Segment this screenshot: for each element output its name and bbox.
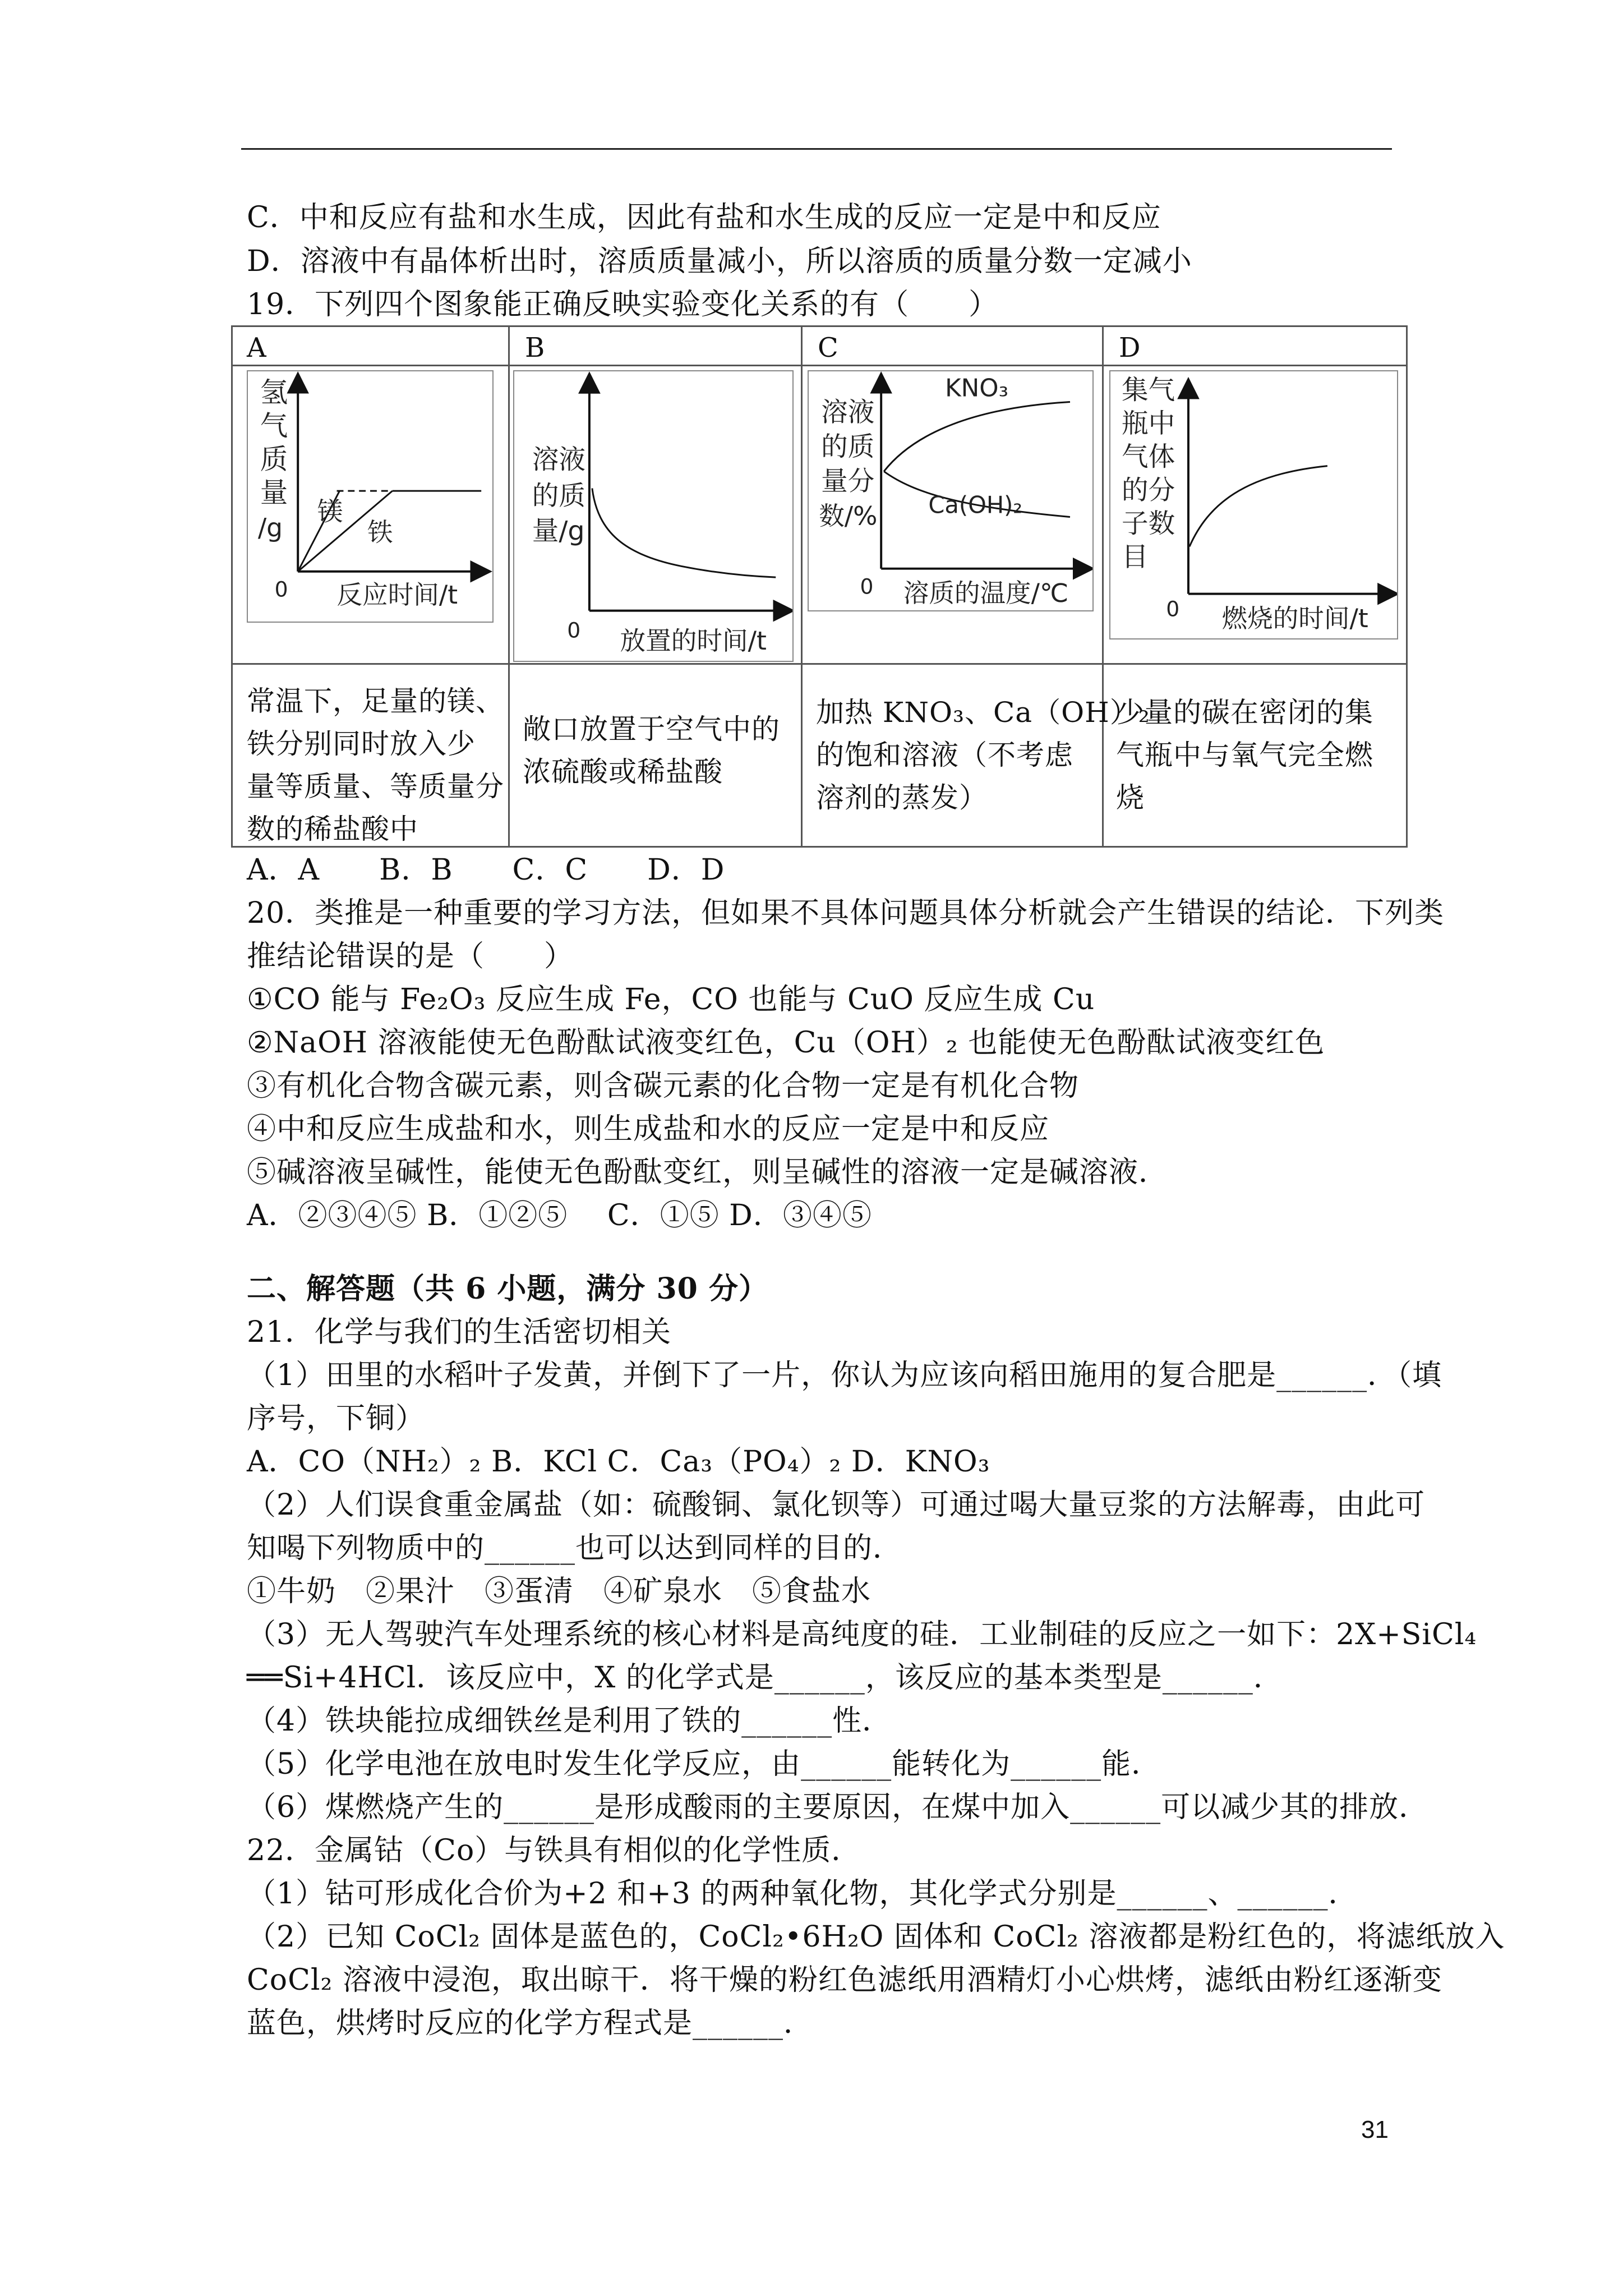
q19-options: A．A B．B C．C D．D xyxy=(247,853,725,887)
header-rule xyxy=(241,148,1392,150)
graph-a-ylabel-3: 量 xyxy=(260,476,288,509)
q20-item-2: ②NaOH 溶液能使无色酚酞试液变红色，Cu（OH）₂ 也能使无色酚酞试液变红色 xyxy=(247,1026,1325,1060)
graph-a-ylabel-4: /g xyxy=(257,513,283,543)
graph-d-ylabel-4: 子数 xyxy=(1121,508,1175,540)
option-c: C．中和反应有盐和水生成，因此有盐和水生成的反应一定是中和反应 xyxy=(247,201,1161,234)
q21-part5: （5）化学电池在放电时发生化学反应，由______能转化为______能． xyxy=(247,1747,1161,1781)
graph-c-origin: 0 xyxy=(860,574,874,599)
q21-part2-a: （2）人们误食重金属盐（如：硫酸铜、氯化钡等）可通过喝大量豆浆的方法解毒，由此可 xyxy=(247,1488,1426,1522)
q22-part2-b: CoCl₂ 溶液中浸泡，取出晾干．将干燥的粉红色滤纸用酒精灯小心烘烤，滤纸由粉红逐渐变 xyxy=(247,1963,1442,1997)
desc-b: 敞口放置于空气中的 浓硫酸或稀盐酸 xyxy=(523,713,780,788)
section-2-heading: 二、解答题（共 6 小题，满分 30 分） xyxy=(247,1272,768,1306)
graph-a-ylabel-1: 气 xyxy=(260,409,288,442)
graph-c-series-kno3: KNO₃ xyxy=(945,374,1009,403)
graph-d xyxy=(1109,370,1398,639)
q21-part4: （4）铁块能拉成细铁丝是利用了铁的______性． xyxy=(247,1704,892,1738)
graph-d-origin: 0 xyxy=(1166,596,1180,622)
column-b-header: B xyxy=(525,332,545,364)
graph-a-xlabel: 反应时间/t xyxy=(336,580,458,610)
graph-a-origin: 0 xyxy=(274,577,288,602)
q22-part2-a: （2）已知 CoCl₂ 固体是蓝色的，CoCl₂•6H₂O 固体和 CoCl₂ 溶液都是粉红色的，将滤纸放入 xyxy=(247,1920,1505,1954)
graph-a-series-fe: 铁 xyxy=(367,517,393,547)
q20-item-5: ⑤碱溶液呈碱性，能使无色酚酞变红，则呈碱性的溶液一定是碱溶液． xyxy=(247,1156,1169,1189)
graph-d-ylabel-0: 集气 xyxy=(1121,375,1175,406)
q21-title: 21．化学与我们的生活密切相关 xyxy=(247,1315,672,1349)
column-d-header: D xyxy=(1119,332,1141,364)
graph-c-series-caoh2: Ca(OH)₂ xyxy=(928,491,1023,519)
desc-a: 常温下，足量的镁、 铁分别同时放入少 量等质量、等质量分 数的稀盐酸中 xyxy=(247,685,504,845)
graph-b-ylabel-0: 溶液 xyxy=(532,444,585,476)
column-a-header: A xyxy=(247,332,266,364)
graph-c xyxy=(808,370,1094,611)
q22-title: 22．金属钴（Co）与铁具有相似的化学性质． xyxy=(247,1834,861,1867)
q22-part1: （1）钴可形成化合价为+2 和+3 的两种氧化物，其化学式分别是______、______． xyxy=(247,1877,1358,1911)
q21-part2-b: 知喝下列物质中的______也可以达到同样的目的． xyxy=(247,1531,903,1565)
option-d: D．溶液中有晶体析出时，溶质质量减小，所以溶质的质量分数一定减小 xyxy=(247,245,1192,278)
q21-part1-a: （1）田里的水稻叶子发黄，并倒下了一片，你认为应该向稻田施用的复合肥是______．（填 xyxy=(247,1359,1442,1392)
graph-b-origin: 0 xyxy=(567,618,581,643)
column-c-header: C xyxy=(818,332,838,364)
graph-a-ylabel-2: 质 xyxy=(260,443,288,476)
q20-stem-2: 推结论错误的是（ ） xyxy=(247,940,574,973)
q20-item-1: ①CO 能与 Fe₂O₃ 反应生成 Fe，CO 也能与 CuO 反应生成 Cu xyxy=(247,983,1095,1016)
graph-a-ylabel-0: 氢 xyxy=(260,376,288,409)
graph-c-ylabel-3: 数/% xyxy=(819,501,878,531)
q21-part6: （6）煤燃烧产生的______是形成酸雨的主要原因，在煤中加入______可以减少其的排放． xyxy=(247,1791,1429,1824)
graph-b-xlabel: 放置的时间/t xyxy=(620,626,767,656)
graph-d-ylabel-1: 瓶中 xyxy=(1121,408,1175,440)
graph-a-series-mg: 镁 xyxy=(317,496,343,527)
q20-item-4: ④中和反应生成盐和水，则生成盐和水的反应一定是中和反应 xyxy=(247,1112,1050,1146)
graph-c-xlabel: 溶质的温度/℃ xyxy=(903,578,1069,609)
graph-c-ylabel-1: 的质 xyxy=(821,431,875,463)
desc-d: 少量的碳在密闭的集 气瓶中与氧气完全燃 烧 xyxy=(1116,696,1373,814)
graph-b-ylabel-2: 量/g xyxy=(532,516,585,547)
graph-d-xlabel: 燃烧的时间/t xyxy=(1221,604,1368,634)
graph-a xyxy=(247,370,494,623)
page-number: 31 xyxy=(1361,2116,1389,2143)
graph-b xyxy=(513,370,794,662)
q21-part1-b: 序号，下铜） xyxy=(247,1402,426,1435)
graph-c-ylabel-0: 溶液 xyxy=(821,397,875,429)
q21-part1-options: A．CO（NH₂）₂ B．KCl C．Ca₃（PO₄）₂ D．KNO₃ xyxy=(247,1445,990,1479)
desc-c: 加热 KNO₃、Ca（OH）₂ 的饱和溶液（不考虑 溶剂的蒸发） xyxy=(816,696,1150,814)
question-19-stem: 19．下列四个图象能正确反映实验变化关系的有（ ） xyxy=(247,288,999,321)
q20-item-3: ③有机化合物含碳元素，则含碳元素的化合物一定是有机化合物 xyxy=(247,1069,1080,1103)
graph-c-ylabel-2: 量分 xyxy=(821,466,875,498)
q20-options: A．②③④⑤ B．①②⑤ C．①⑤ D．③④⑤ xyxy=(247,1199,872,1232)
q21-part3-a: （3）无人驾驶汽车处理系统的核心材料是高纯度的硅．工业制硅的反应之一如下：2X+SiCl₄ xyxy=(247,1618,1477,1651)
q20-stem-1: 20．类推是一种重要的学习方法，但如果不具体问题具体分析就会产生错误的结论．下列类 xyxy=(247,896,1445,930)
graph-d-ylabel-3: 的分 xyxy=(1121,475,1175,507)
graph-d-ylabel-5: 目 xyxy=(1121,542,1149,573)
graph-d-ylabel-2: 气体 xyxy=(1121,441,1175,473)
graph-b-ylabel-1: 的质 xyxy=(532,481,585,512)
q21-part2-options: ①牛奶 ②果汁 ③蛋清 ④矿泉水 ⑤食盐水 xyxy=(247,1575,872,1608)
q22-part2-c: 蓝色，烘烤时反应的化学方程式是______． xyxy=(247,2007,814,2040)
q21-part3-b: ══Si+4HCl．该反应中，X 的化学式是______，该反应的基本类型是______． xyxy=(247,1661,1283,1695)
